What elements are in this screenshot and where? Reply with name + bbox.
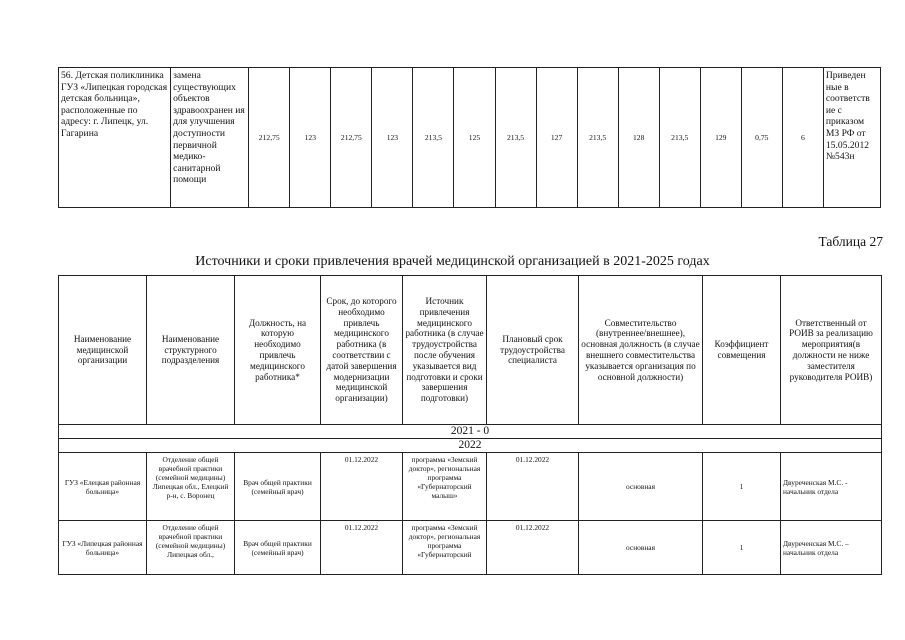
note-cell: Приведен ные в соответств ие с приказом МЗ РФ от 15.05.2012 №543н xyxy=(823,68,880,208)
year-label: 2022 xyxy=(59,439,882,453)
table-number: Таблица 27 xyxy=(818,234,883,249)
combo-cell: основная xyxy=(579,521,703,575)
org-cell: ГУЗ «Липецкая районная больница» xyxy=(59,521,147,575)
position-cell: Врач общей практики (семейный врач) xyxy=(235,521,321,575)
value-cell: 212,75 xyxy=(249,68,290,208)
value-cell: 213,5 xyxy=(495,68,536,208)
header-source: Источник привлечения медицинского работника (в случае трудоустройства после обучения указывается вид подготовки и сроки завершения подготовки) xyxy=(403,276,487,425)
responsible-cell: Двуреченская М.С. - начальник отдела xyxy=(781,453,882,521)
planned-cell: 01.12.2022 xyxy=(487,521,579,575)
header-deadline: Срок, до которого необходимо привлечь медицинского работника (в соответствии с датой завершения модернизации медицинской организации) xyxy=(321,276,403,425)
period-row xyxy=(59,425,882,439)
year-row xyxy=(59,439,882,453)
header-position: Должность, на которую необходимо привлечь медицинского работника* xyxy=(235,276,321,425)
unit-cell: Отделение общей врачебной практики (семейной медицины) Липецкая обл., xyxy=(147,521,235,575)
source-cell: программа «Земский доктор», региональная программа «Губернаторский xyxy=(403,521,487,575)
table-row xyxy=(59,68,881,208)
header-planned: Плановый срок трудоустройства специалиста xyxy=(487,276,579,425)
value-cell: 127 xyxy=(536,68,577,208)
deadline-cell: 01.12.2022 xyxy=(321,521,403,575)
unit-cell: Отделение общей врачебной практики (семейной медицины) Липецкая обл., Елецкий р-н, с. Воронец xyxy=(147,453,235,521)
coef-cell: 1 xyxy=(703,453,781,521)
table-row xyxy=(59,521,882,575)
value-cell: 0,75 xyxy=(741,68,782,208)
value-cell: 123 xyxy=(372,68,413,208)
value-cell: 125 xyxy=(454,68,495,208)
header-coef: Коэффициент совмещения xyxy=(703,276,781,425)
responsible-cell: Двуреченская М.С. – начальник отдела xyxy=(781,521,882,575)
header-org: Наименование медицинской организации xyxy=(59,276,147,425)
value-cell: 128 xyxy=(618,68,659,208)
deadline-cell: 01.12.2022 xyxy=(321,453,403,521)
coef-cell: 1 xyxy=(703,521,781,575)
value-cell: 6 xyxy=(782,68,823,208)
purpose-cell: замена существующих объектов здравоохранен ия для улучшения доступности первичной медико-санитарной помощи xyxy=(171,68,249,208)
value-cell: 123 xyxy=(290,68,331,208)
header-unit: Наименование структурного подразделения xyxy=(147,276,235,425)
org-cell: ГУЗ «Елецкая районная больница» xyxy=(59,453,147,521)
period-label: 2021 - 0 xyxy=(59,425,882,439)
staffing-table xyxy=(58,275,882,575)
combo-cell: основная xyxy=(579,453,703,521)
facility-name-cell: 56. Детская поликлиника ГУЗ «Липецкая городская детская больница», расположенные по адресу: г. Липецк, ул. Гагарина xyxy=(59,68,171,208)
table-row xyxy=(59,453,882,521)
header-responsible: Ответственный от РОИВ за реализацию мероприятия(в должности не ниже заместителя руководителя РОИВ) xyxy=(781,276,882,425)
value-cell: 129 xyxy=(700,68,741,208)
capacity-table xyxy=(58,67,881,208)
planned-cell: 01.12.2022 xyxy=(487,453,579,521)
value-cell: 213,5 xyxy=(577,68,618,208)
value-cell: 212,75 xyxy=(331,68,372,208)
value-cell: 213,5 xyxy=(659,68,700,208)
value-cell: 213,5 xyxy=(413,68,454,208)
header-combo: Совместительство (внутреннее/внешнее), основная должность (в случае внешнего совместительства указывается организация по основной должности) xyxy=(579,276,703,425)
table-title: Источники и сроки привлечения врачей медицинской организацией в 2021-2025 годах xyxy=(195,254,710,269)
position-cell: Врач общей практики (семейный врач) xyxy=(235,453,321,521)
header-row xyxy=(59,276,882,425)
source-cell: программа «Земский доктор», региональная программа «Губернаторский малыш» xyxy=(403,453,487,521)
